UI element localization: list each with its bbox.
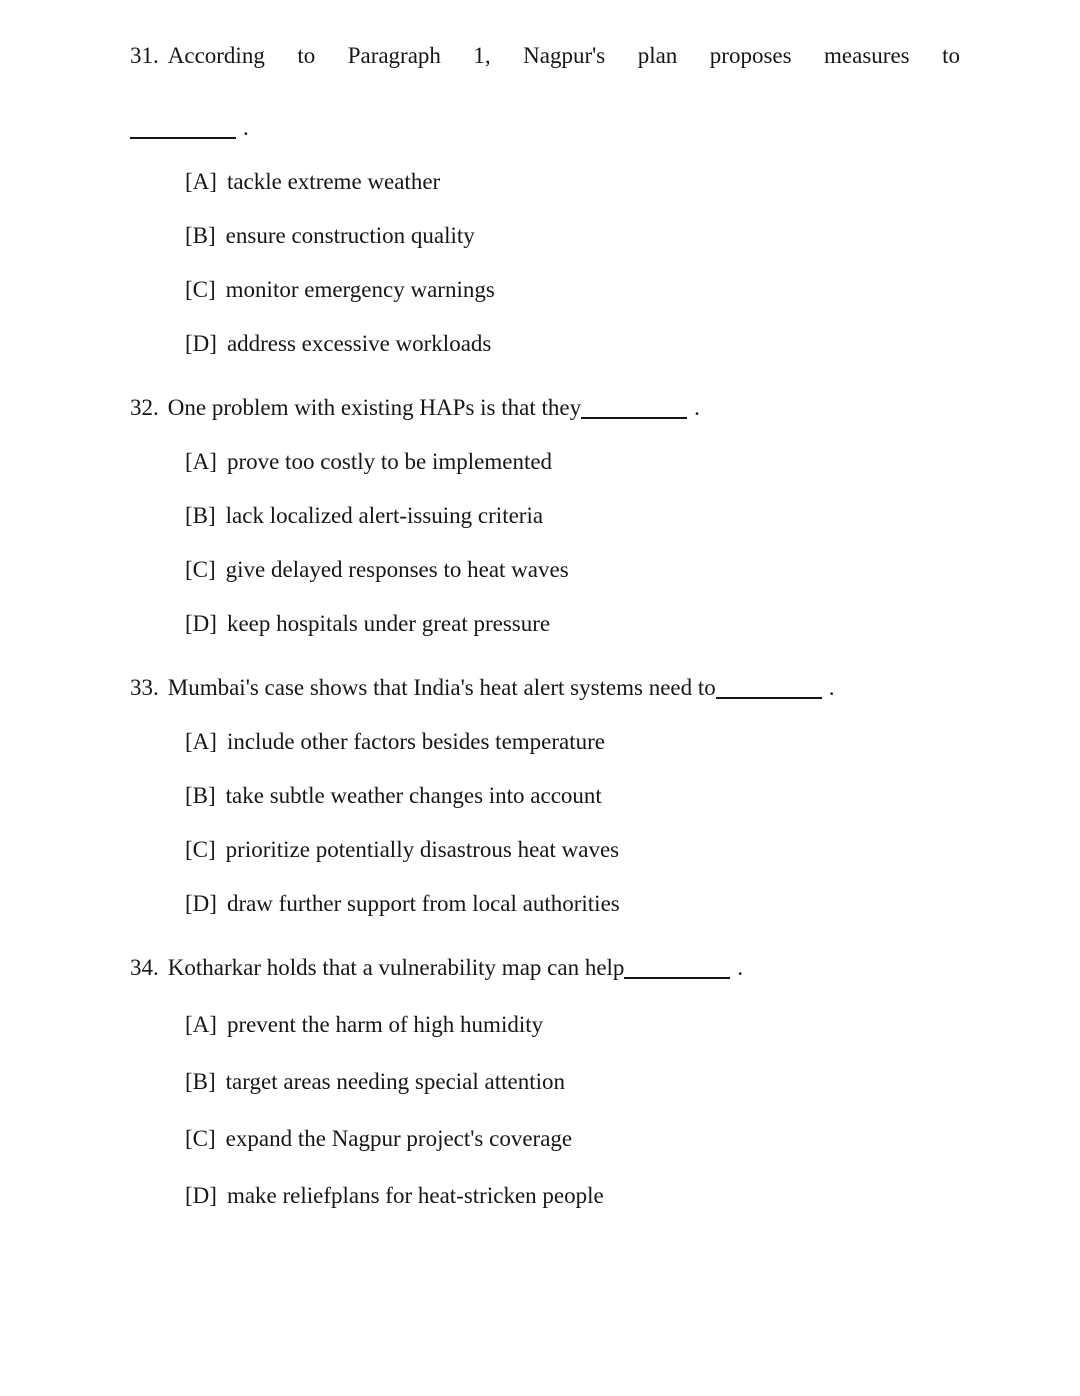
option-label: [A] — [185, 1012, 217, 1037]
option-label: [C] — [185, 557, 216, 582]
sentence-period: . — [694, 395, 700, 420]
sentence-period: . — [828, 675, 835, 700]
answer-blank — [581, 394, 687, 419]
question-32-option-d — [130, 610, 960, 638]
option-text: make reliefplans for heat-stricken people — [226, 1183, 604, 1208]
question-31 — [130, 42, 960, 358]
answer-blank — [624, 954, 730, 979]
option-text: monitor emergency warnings — [225, 277, 495, 302]
question-33-option-b — [130, 782, 960, 810]
option-text: ensure construction quality — [225, 223, 475, 248]
question-31-option-c — [130, 276, 960, 304]
option-label: [D] — [185, 331, 217, 356]
option-label: [A] — [185, 449, 217, 474]
question-number: 31. — [130, 43, 159, 68]
question-number: 33. — [130, 675, 159, 700]
answer-blank — [130, 114, 236, 139]
option-text: prioritize potentially disastrous heat waves — [225, 837, 620, 862]
question-33-option-a — [130, 728, 960, 756]
option-label: [C] — [185, 837, 216, 862]
option-label: [B] — [185, 783, 216, 808]
question-stem-text: Kotharkar holds that a vulnerability map can help — [167, 955, 625, 980]
question-33-option-d — [130, 890, 960, 918]
question-number: 32. — [130, 395, 159, 420]
sentence-period: . — [737, 955, 744, 980]
option-text: target areas needing special attention — [225, 1069, 565, 1094]
question-31-blank-line — [130, 114, 960, 142]
option-text: tackle extreme weather — [226, 169, 441, 194]
option-text: give delayed responses to heat waves — [225, 557, 569, 582]
question-31-option-b — [130, 222, 960, 250]
option-text: keep hospitals under great pressure — [226, 611, 551, 636]
question-31-option-a — [130, 168, 960, 196]
option-text: prove too costly to be implemented — [226, 449, 553, 474]
question-34-option-c — [130, 1125, 960, 1153]
option-text: address excessive workloads — [226, 331, 492, 356]
option-text: expand the Nagpur project's coverage — [225, 1126, 573, 1151]
option-text: take subtle weather changes into account — [225, 783, 602, 808]
option-label: [A] — [185, 729, 217, 754]
question-32 — [130, 394, 960, 638]
option-label: [B] — [185, 1069, 216, 1094]
question-stem-text: Mumbai's case shows that India's heat alert systems need to — [167, 675, 716, 700]
question-34-option-b — [130, 1068, 960, 1096]
question-34-option-d — [130, 1182, 960, 1210]
option-text: draw further support from local authorities — [226, 891, 620, 916]
question-33 — [130, 674, 960, 918]
question-stem-text: One problem with existing HAPs is that they — [167, 395, 582, 420]
question-32-stem — [130, 394, 960, 422]
question-31-stem — [130, 42, 960, 70]
option-text: lack localized alert-issuing criteria — [225, 503, 544, 528]
question-number: 34. — [130, 955, 159, 980]
question-32-option-b — [130, 502, 960, 530]
question-33-option-c — [130, 836, 960, 864]
option-label: [D] — [185, 891, 217, 916]
question-34-stem — [130, 954, 960, 982]
question-stem-text: According to Paragraph 1, Nagpur's plan proposes measures to — [167, 43, 960, 68]
question-31-option-d — [130, 330, 960, 358]
question-34-option-a — [130, 1011, 960, 1039]
option-label: [B] — [185, 223, 216, 248]
question-32-option-c — [130, 556, 960, 584]
option-label: [A] — [185, 169, 217, 194]
question-32-option-a — [130, 448, 960, 476]
option-label: [B] — [185, 503, 216, 528]
option-label: [C] — [185, 1126, 216, 1151]
option-label: [D] — [185, 1183, 217, 1208]
question-34 — [130, 954, 960, 1210]
option-text: include other factors besides temperature — [226, 729, 605, 754]
option-label: [C] — [185, 277, 216, 302]
option-label: [D] — [185, 611, 217, 636]
answer-blank — [716, 674, 822, 699]
option-text: prevent the harm of high humidity — [226, 1012, 544, 1037]
sentence-period: . — [243, 115, 249, 140]
question-33-stem — [130, 674, 960, 702]
